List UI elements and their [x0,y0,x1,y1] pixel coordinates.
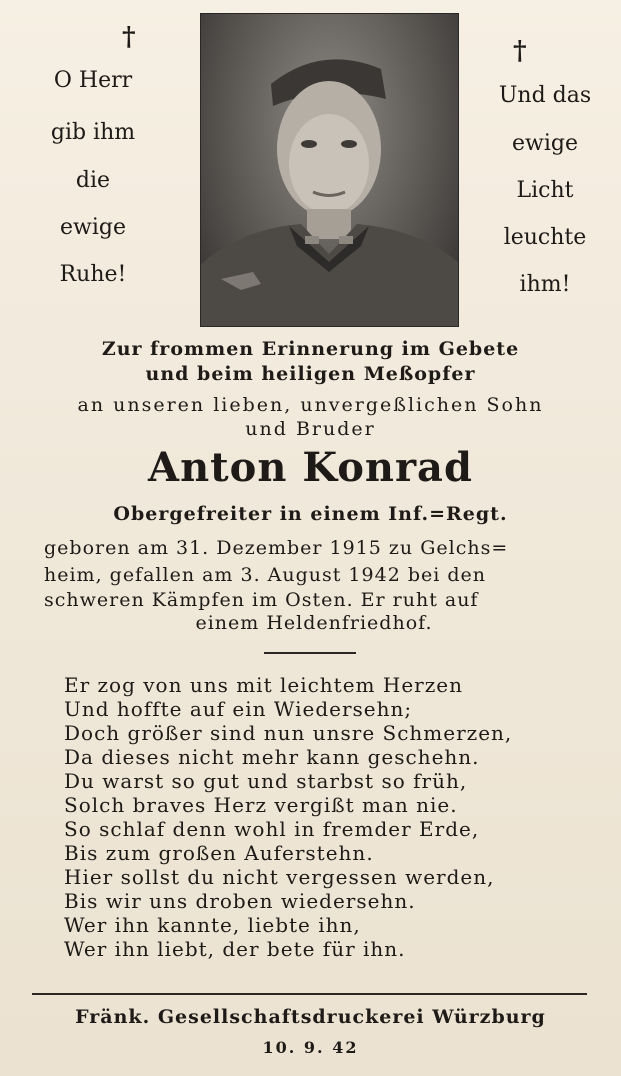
poem-line: Doch größer sind nun unsre Schmerzen, [64,721,513,745]
poem-line: Solch braves Herz vergißt man nie. [64,793,458,817]
poem-line: Bis zum großen Auferstehn. [64,841,374,865]
poem-line: Bis wir uns droben wiedersehn. [64,889,416,913]
left-verse-line: die [75,168,111,193]
poem-line: Du warst so gut und starbst so früh, [64,769,468,793]
poem-line: Da dieses nicht mehr kann geschehn. [64,745,480,769]
right-verse-line: ihm! [519,272,571,297]
biography-line: schweren Kämpfen im Osten. Er ruht auf [44,589,479,611]
left-verse-line: Ruhe! [59,262,127,287]
right-verse-line: leuchte [503,225,587,250]
poem-line: Und hoffte auf ein Wiedersehn; [64,697,413,721]
divider [264,652,356,654]
dedication-line: an unseren lieben, unvergeßlichen Sohn [77,394,544,416]
print-date: 10. 9. 42 [262,1038,359,1057]
portrait-photo [200,13,459,327]
footer-rule [32,993,587,995]
printer-credit: Fränk. Gesellschaftsdruckerei Würzburg [75,1006,546,1028]
poem-line: Wer ihn kannte, liebte ihn, [64,913,361,937]
dedication-line: Zur frommen Erinnerung im Gebete [101,338,520,360]
left-verse-line: O Herr [53,68,133,93]
military-rank: Obergefreiter in einem Inf.=Regt. [113,503,508,525]
deceased-name: Anton Konrad [148,444,473,491]
right-verse-line: Licht [516,178,574,203]
biography-line: geboren am 31. Dezember 1915 zu Gelchs= [44,537,509,559]
right-verse-line: Und das [498,83,592,108]
dedication-line: und beim heiligen Meßopfer [145,363,476,385]
right-cross-icon: † [513,36,527,66]
biography-line: einem Heldenfriedhof. [195,612,433,634]
left-verse-line: gib ihm [50,120,136,145]
poem-line: Wer ihn liebt, der bete für ihn. [64,937,406,961]
poem-line: Er zog von uns mit leichtem Herzen [64,673,463,697]
dedication-line: und Bruder [245,418,376,440]
poem-line: So schlaf denn wohl in fremder Erde, [64,817,480,841]
right-verse-line: ewige [512,131,578,156]
biography-line: heim, gefallen am 3. August 1942 bei den [44,564,486,586]
left-verse-line: ewige [60,215,126,240]
left-cross-icon: † [122,22,136,52]
poem-line: Hier sollst du nicht vergessen werden, [64,865,495,889]
